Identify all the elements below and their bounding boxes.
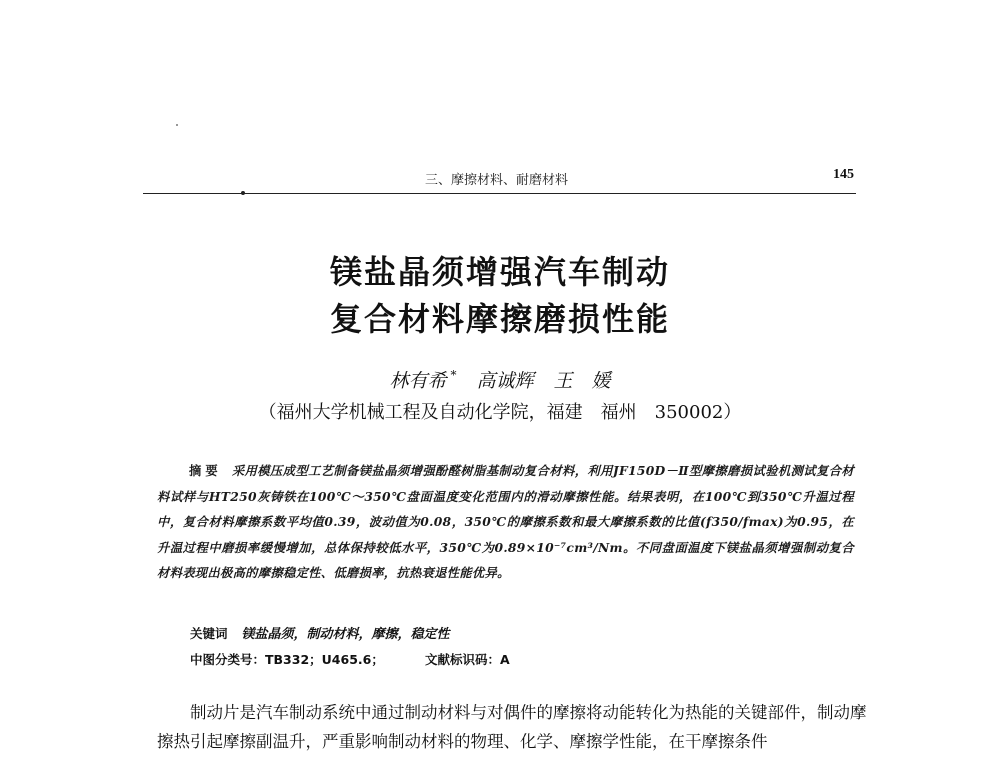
title-line-1: 镁盐晶须增强汽车制动 (329, 253, 670, 291)
keywords-label: 关键词 (190, 626, 228, 641)
abstract-label: 摘要 (189, 463, 222, 478)
classification (190, 650, 510, 668)
keywords-text: 镁盐晶须，制动材料，摩擦，稳定性 (241, 627, 450, 642)
abstract (157, 458, 854, 586)
author-1: 林有希 (389, 370, 447, 392)
classification-number: 中图分类号：TB332；U465.6； (190, 652, 384, 667)
author-3: 王 媛 (553, 370, 611, 392)
header-rule-mark (241, 191, 245, 195)
title-line-2: 复合材料摩擦磨损性能 (329, 300, 670, 338)
keywords (190, 623, 450, 642)
header-rule (143, 193, 856, 194)
author-list (0, 366, 1000, 393)
body-paragraph: 制动片是汽车制动系统中通过制动材料与对偶件的摩擦将动能转化为热能的关键部件，制动摩擦热引起摩擦副温升，严重影响制动材料的物理、化学、摩擦学性能，在干摩擦条件 (157, 703, 867, 751)
affiliation: （福州大学机械工程及自动化学院，福建 福州 350002） (258, 402, 742, 423)
abstract-text: 采用模压成型工艺制备镁盐晶须增强酚醛树脂基制动复合材料，利用JF150D－Ⅱ型摩擦磨损试验机测试复合材料试样与HT250灰铸铁在100℃～350℃盘面温度变化范围内的滑动摩擦性能。结果表明，在100℃到350℃升温过程中，复合材料摩擦系数平均值0.39，波动值为0.08，350℃的摩擦系数和最大摩擦系数的比值(f350/fmax)为0.95，在升温过程中磨损率缓慢增加，总体保持较低水平，350℃为0.89×10⁻⁷cm³/Nm。不同盘面温度下镁盐晶须增强制动复合材料表现出极高的摩擦稳定性、低磨损率，抗热衰退性能优异。 (157, 463, 854, 581)
running-header-section: 三、摩擦材料、耐磨材料 (425, 173, 569, 188)
document-code: 文献标识码：A (425, 652, 510, 667)
page-number: 145 (833, 167, 854, 182)
speck (176, 124, 178, 126)
author-2: 高诚辉 (476, 370, 534, 392)
corresponding-mark: * (450, 368, 457, 382)
